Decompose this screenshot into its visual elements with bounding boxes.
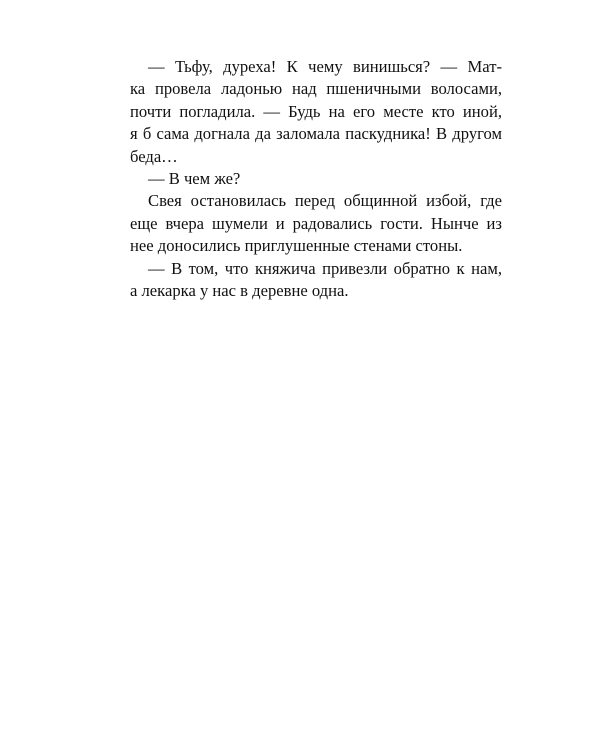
paragraph [130,258,502,303]
paragraph [130,190,502,257]
text-line: а лекарка у нас в деревне одна. [130,281,349,301]
text-line: — В чем же? [148,169,241,189]
text-line: Свея остановилась перед общинной избой, где [148,191,502,211]
text-line: ка провела ладонью над пшеничными волосами, [130,79,502,99]
text-line: беда… [130,146,178,166]
page-text [130,56,502,302]
text-line: почти погладила. — Будь на его месте кто иной, [130,101,502,121]
text-line: — Тьфу, дуреха! К чему винишься? — Мат- [148,57,502,76]
text-line: — В том, что княжича привезли обратно к нам, [148,258,502,278]
text-line: еще вчера шумели и радовались гости. Нынче из [130,213,502,233]
paragraph [130,168,502,190]
text-line: я б сама догнала да заломала паскудника! В другом [130,124,502,144]
text-line: нее доносились приглушенные стенами стоны. [130,236,463,256]
paragraph [130,56,502,168]
